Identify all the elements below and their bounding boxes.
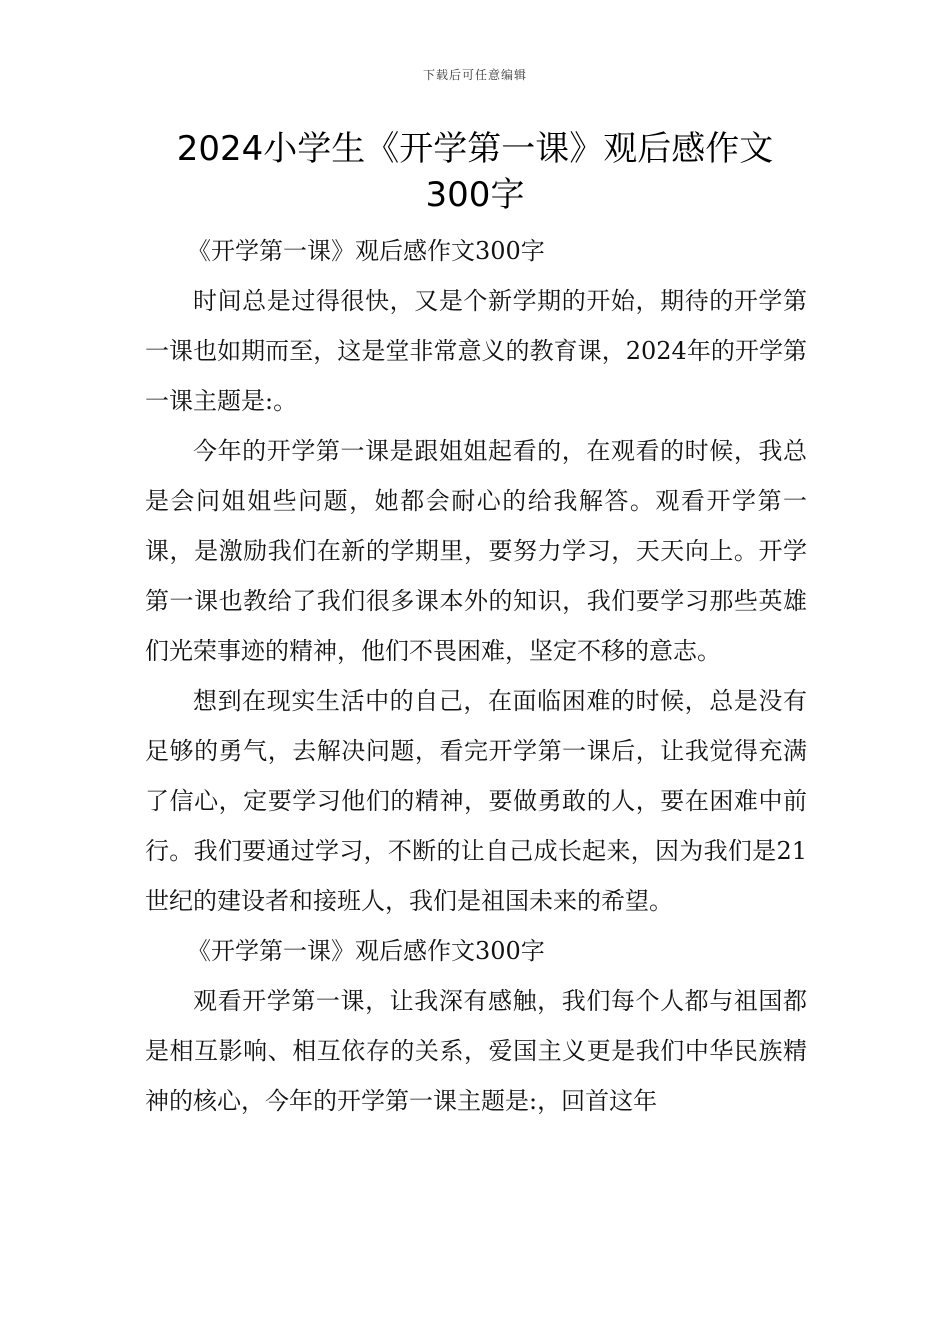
header-note: 下载后可任意编辑 bbox=[422, 68, 527, 82]
document-body bbox=[145, 226, 807, 1126]
paragraph: 想到在现实生活中的自己，在面临困难的时候，总是没有足够的勇气，去解决问题，看完开学第一课后，让我觉得充满了信心，定要学习他们的精神，要做勇敢的人，要在困难中前行。我们要通过学习，不断的让自己成长起来，因为我们是21世纪的建设者和接班人，我们是祖国未来的希望。 bbox=[145, 687, 807, 915]
paragraph: 时间总是过得很快，又是个新学期的开始，期待的开学第一课也如期而至，这是堂非常意义的教育课，2024年的开学第一课主题是:。 bbox=[145, 287, 807, 415]
section-subtitle: 《开学第一课》观后感作文300字 bbox=[187, 237, 545, 265]
paragraph: 今年的开学第一课是跟姐姐起看的，在观看的时候，我总是会问姐姐些问题，她都会耐心的给我解答。观看开学第一课，是激励我们在新的学期里，要努力学习，天天向上。开学第一课也教给了我们很多课本外的知识，我们要学习那些英雄们光荣事迹的精神，他们不畏困难，坚定不移的意志。 bbox=[145, 437, 807, 665]
paragraph: 观看开学第一课，让我深有感触，我们每个人都与祖国都是相互影响、相互依存的关系，爱国主义更是我们中华民族精神的核心，今年的开学第一课主题是:，回首这年 bbox=[145, 987, 807, 1115]
section-subtitle: 《开学第一课》观后感作文300字 bbox=[187, 937, 545, 965]
page-title: 2024小学生《开学第一课》观后感作文300字 bbox=[176, 129, 774, 215]
